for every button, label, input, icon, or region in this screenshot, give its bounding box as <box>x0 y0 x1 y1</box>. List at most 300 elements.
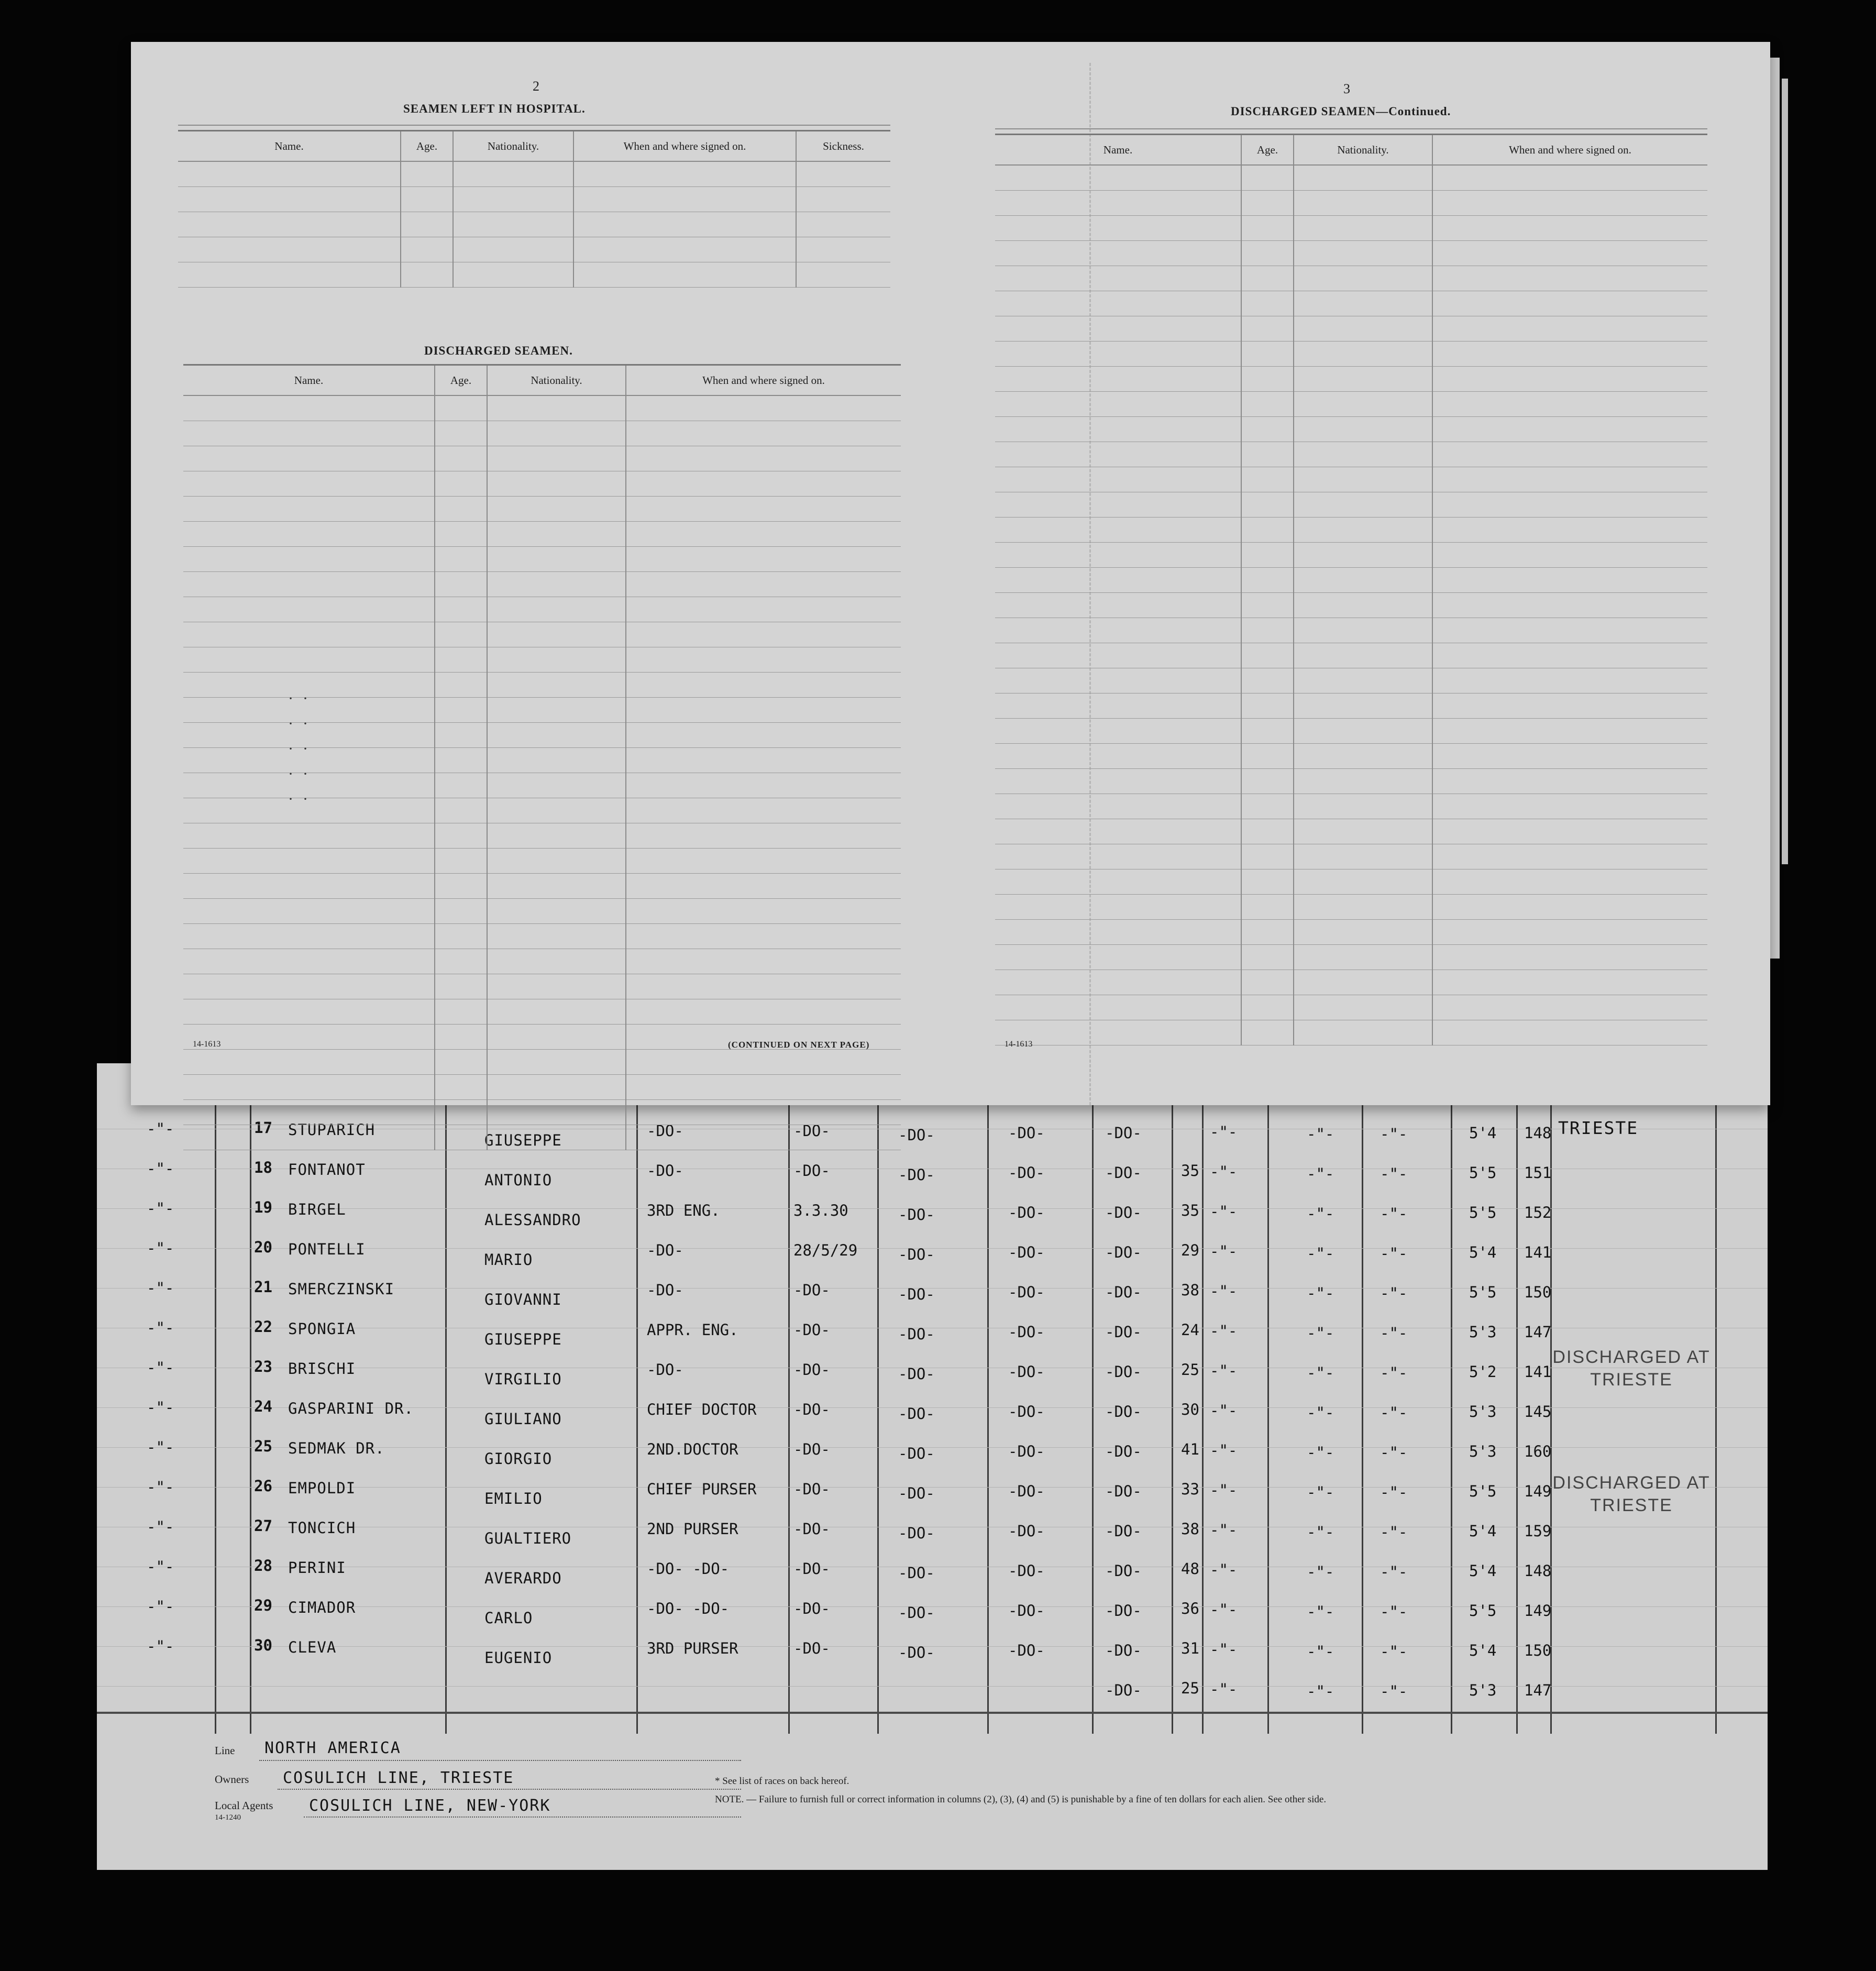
crew-col: -"- <box>1210 1680 1238 1698</box>
table-row <box>995 769 1707 794</box>
crew-row <box>97 1628 1768 1668</box>
table-row <box>183 446 901 471</box>
crew-col: -DO- <box>1008 1602 1045 1620</box>
crew-row <box>97 1150 1768 1190</box>
table-row <box>995 165 1707 191</box>
fine-note: NOTE. — Failure to furnish full or correct information in columns (2), (3), (4) and (5) is punishable by a fine of ten dollars for each alien. See other side. <box>715 1794 1327 1805</box>
table-row <box>183 395 901 421</box>
crew-weight: 145 <box>1524 1403 1552 1421</box>
col-header-age: Age. <box>435 365 487 396</box>
table-row <box>995 417 1707 442</box>
crew-col: -"- <box>1307 1165 1334 1183</box>
crew-number: 27 <box>254 1517 272 1535</box>
table-row <box>183 572 901 597</box>
crew-col: -DO- <box>898 1445 935 1462</box>
col-header-signed-on: When and where signed on. <box>626 365 901 396</box>
crew-capacity: CHIEF PURSER <box>647 1480 757 1498</box>
crew-col: -"- <box>1307 1563 1334 1581</box>
ditto-mark: -"- <box>147 1160 174 1177</box>
crew-col: -DO- <box>1105 1204 1142 1221</box>
crew-weight: 150 <box>1524 1283 1552 1301</box>
crew-col: -DO- <box>1105 1363 1142 1381</box>
crew-col: -DO- <box>1105 1642 1142 1659</box>
crew-col: -"- <box>1210 1441 1238 1459</box>
crew-age: 31 <box>1181 1639 1199 1657</box>
crew-height: 5'4 <box>1469 1522 1497 1540</box>
crew-age: 38 <box>1181 1520 1199 1538</box>
crew-col: -"- <box>1380 1324 1408 1342</box>
table-row <box>183 522 901 547</box>
line-rule <box>259 1760 741 1761</box>
crew-col: -"- <box>1380 1364 1408 1382</box>
crew-weight: 160 <box>1524 1443 1552 1460</box>
crew-col: -DO- <box>1008 1403 1045 1421</box>
col-header-signed-on: When and where signed on. <box>1432 135 1707 166</box>
crew-given-name: GUALTIERO <box>484 1529 572 1547</box>
page-number: 2 <box>533 79 539 94</box>
table-row <box>183 597 901 622</box>
table-row <box>995 844 1707 869</box>
discharged-continued-table <box>995 134 1707 1045</box>
crew-given-name: AVERARDO <box>484 1569 562 1587</box>
agents-form-number: 14-1240 <box>215 1813 241 1822</box>
crew-col: -"- <box>1380 1603 1408 1621</box>
crew-signed-on: -DO- <box>793 1639 830 1657</box>
crew-col: -DO- <box>898 1285 935 1303</box>
ditto-mark: -"- <box>147 1637 174 1655</box>
sheet-edge <box>1782 79 1788 864</box>
crew-weight: 159 <box>1524 1522 1552 1540</box>
col-header-name: Name. <box>178 131 401 162</box>
manifest-sheet <box>97 1063 1768 1870</box>
table-row <box>995 266 1707 291</box>
continued-note: (CONTINUED ON NEXT PAGE) <box>728 1040 870 1050</box>
crew-weight: 141 <box>1524 1243 1552 1261</box>
crew-col: -DO- <box>898 1564 935 1582</box>
crew-height: 5'4 <box>1469 1562 1497 1580</box>
crew-age: 35 <box>1181 1202 1199 1219</box>
crew-signed-on: -DO- <box>793 1361 830 1379</box>
crew-col: -"- <box>1307 1364 1334 1382</box>
col-header-name: Name. <box>183 365 435 396</box>
agents-rule <box>304 1816 741 1818</box>
table-row <box>995 241 1707 266</box>
col-header-name: Name. <box>995 135 1241 166</box>
crew-col: -DO- <box>898 1524 935 1542</box>
crew-row <box>97 1469 1768 1508</box>
crew-col: -DO- <box>1008 1283 1045 1301</box>
crew-col: -"- <box>1210 1402 1238 1419</box>
table-row <box>995 543 1707 568</box>
discharged-continued-title: DISCHARGED SEAMEN—Continued. <box>1231 105 1451 118</box>
crew-row <box>97 1230 1768 1270</box>
crew-age: 41 <box>1181 1440 1199 1458</box>
table-row <box>995 995 1707 1020</box>
table-row <box>995 920 1707 945</box>
table-row <box>995 719 1707 744</box>
crew-col: -"- <box>1380 1444 1408 1461</box>
crew-age: 36 <box>1181 1600 1199 1617</box>
table-row <box>995 1020 1707 1045</box>
crew-col: -"- <box>1380 1245 1408 1262</box>
crew-col: -DO- <box>1008 1164 1045 1182</box>
ditto-dots: ·· ·· ·· ·· ·· <box>288 690 317 808</box>
table-row <box>183 874 901 899</box>
table-row <box>995 291 1707 316</box>
crew-col: -"- <box>1307 1603 1334 1621</box>
form-number: 14-1613 <box>1005 1040 1033 1049</box>
crew-surname: STUPARICH <box>288 1121 376 1139</box>
crew-number: 17 <box>254 1119 272 1137</box>
crew-given-name: EMILIO <box>484 1490 543 1507</box>
ditto-mark: -"- <box>147 1120 174 1138</box>
table-row <box>995 593 1707 618</box>
crew-given-name: VIRGILIO <box>484 1370 562 1388</box>
crew-row <box>97 1309 1768 1349</box>
crew-number: 25 <box>254 1437 272 1455</box>
table-row <box>995 945 1707 970</box>
crew-col: -DO- <box>898 1325 935 1343</box>
table-row <box>183 999 901 1025</box>
crew-number: 23 <box>254 1358 272 1375</box>
crew-weight: 147 <box>1524 1681 1552 1699</box>
crew-col: -"- <box>1380 1125 1408 1143</box>
crew-col: -DO- <box>898 1365 935 1383</box>
ditto-mark: -"- <box>147 1518 174 1536</box>
crew-row <box>97 1548 1768 1588</box>
crew-col: -"- <box>1380 1643 1408 1660</box>
crew-weight: 152 <box>1524 1204 1552 1221</box>
crew-signed-on: -DO- <box>793 1281 830 1299</box>
crew-height: 5'3 <box>1469 1443 1497 1460</box>
crew-number: 18 <box>254 1159 272 1176</box>
crew-col: -"- <box>1307 1643 1334 1660</box>
crew-col: -"- <box>1210 1521 1238 1539</box>
table-row <box>183 949 901 974</box>
crew-col: -"- <box>1210 1282 1238 1300</box>
crew-col: -"- <box>1210 1481 1238 1499</box>
crew-given-name: CARLO <box>484 1609 533 1627</box>
owners-value: COSULICH LINE, TRIESTE <box>283 1769 514 1787</box>
crew-height: 5'5 <box>1469 1283 1497 1301</box>
crew-height: 5'5 <box>1469 1204 1497 1221</box>
crew-col: -DO- <box>898 1484 935 1502</box>
crew-height: 5'2 <box>1469 1363 1497 1381</box>
crew-col: -DO- <box>1105 1124 1142 1142</box>
table-row <box>183 1075 901 1100</box>
table-row <box>178 237 890 262</box>
crew-given-name: GIORGIO <box>484 1450 553 1468</box>
table-row <box>995 643 1707 668</box>
crew-number: 24 <box>254 1397 272 1415</box>
col-header-signed-on: When and where signed on. <box>573 131 796 162</box>
crew-capacity: 2ND.DOCTOR <box>647 1440 738 1458</box>
crew-col: -"- <box>1210 1322 1238 1340</box>
crew-row <box>97 1588 1768 1628</box>
crew-signed-on: 3.3.30 <box>793 1202 848 1219</box>
agents-value: COSULICH LINE, NEW-YORK <box>309 1797 551 1815</box>
crew-surname: CLEVA <box>288 1638 337 1656</box>
crew-signed-on: -DO- <box>793 1560 830 1578</box>
table-row <box>995 316 1707 342</box>
crew-signed-on: -DO- <box>793 1122 830 1140</box>
table-row <box>178 161 890 187</box>
table-row <box>183 622 901 647</box>
table-row <box>995 216 1707 241</box>
crew-height: 5'3 <box>1469 1681 1497 1699</box>
crew-given-name: EUGENIO <box>484 1649 553 1667</box>
table-row <box>183 1125 901 1150</box>
crew-col: -DO- <box>1105 1443 1142 1460</box>
table-row <box>995 342 1707 367</box>
crew-col: -"- <box>1210 1242 1238 1260</box>
crew-col: -"- <box>1210 1163 1238 1181</box>
crew-col: -"- <box>1307 1284 1334 1302</box>
table-row <box>995 970 1707 995</box>
crew-col: -DO- <box>898 1604 935 1622</box>
crew-given-name: GIUSEPPE <box>484 1330 562 1348</box>
crew-col: -"- <box>1210 1601 1238 1618</box>
crew-col: -"- <box>1380 1165 1408 1183</box>
hospital-section-title: SEAMEN LEFT IN HOSPITAL. <box>403 102 586 115</box>
crew-signed-on: 28/5/29 <box>793 1241 858 1259</box>
crew-surname: BIRGEL <box>288 1201 346 1218</box>
crew-capacity: CHIEF DOCTOR <box>647 1401 757 1418</box>
crew-given-name: ALESSANDRO <box>484 1211 581 1229</box>
table-row <box>995 467 1707 492</box>
table-row <box>183 849 901 874</box>
table-row <box>183 924 901 949</box>
crew-capacity: 3RD PURSER <box>647 1639 738 1657</box>
table-row <box>995 492 1707 517</box>
crew-weight: 150 <box>1524 1642 1552 1659</box>
table-row <box>183 471 901 497</box>
table-row <box>995 618 1707 643</box>
crew-col: -"- <box>1307 1324 1334 1342</box>
crew-number: 28 <box>254 1557 272 1574</box>
crew-col: -DO- <box>1008 1562 1045 1580</box>
crew-signed-on: -DO- <box>793 1520 830 1538</box>
crew-col: -"- <box>1307 1404 1334 1422</box>
hospital-table <box>178 130 890 288</box>
ditto-mark: -"- <box>147 1598 174 1615</box>
crew-signed-on: -DO- <box>793 1321 830 1339</box>
discharged-stamp: DISCHARGED AT TRIESTE <box>1552 1347 1711 1390</box>
ditto-mark: -"- <box>147 1359 174 1377</box>
crew-col: -"- <box>1380 1682 1408 1700</box>
crew-col: -DO- <box>1105 1482 1142 1500</box>
crew-capacity: -DO- -DO- <box>647 1600 730 1617</box>
table-row <box>183 497 901 522</box>
crew-surname: FONTANOT <box>288 1161 366 1179</box>
crew-age: 30 <box>1181 1401 1199 1418</box>
ditto-mark: -"- <box>147 1279 174 1297</box>
crew-col: -"- <box>1380 1205 1408 1223</box>
crew-col: -DO- <box>1008 1522 1045 1540</box>
crew-col: -"- <box>1210 1561 1238 1579</box>
line-label: Line <box>215 1744 235 1757</box>
table-row <box>178 187 890 212</box>
crew-number: 19 <box>254 1198 272 1216</box>
ditto-mark: -"- <box>147 1558 174 1576</box>
crew-col: -"- <box>1307 1444 1334 1461</box>
crew-col: -DO- <box>898 1246 935 1263</box>
crew-col: -"- <box>1210 1362 1238 1380</box>
crew-weight: 148 <box>1524 1124 1552 1142</box>
crew-surname: CIMADOR <box>288 1599 356 1616</box>
table-row <box>995 191 1707 216</box>
crew-weight: 151 <box>1524 1164 1552 1182</box>
crew-surname: PERINI <box>288 1559 346 1577</box>
col-header-sickness: Sickness. <box>796 131 890 162</box>
line-value: NORTH AMERICA <box>264 1739 401 1757</box>
crew-col: -DO- <box>1105 1323 1142 1341</box>
crew-height: 5'3 <box>1469 1403 1497 1421</box>
crew-col: -DO- <box>1008 1363 1045 1381</box>
title-rule <box>178 125 890 126</box>
table-row <box>995 693 1707 719</box>
crew-given-name: GIULIANO <box>484 1410 562 1428</box>
crew-age: 25 <box>1181 1679 1199 1697</box>
crew-col: -DO- <box>1008 1642 1045 1659</box>
crew-weight: 149 <box>1524 1482 1552 1500</box>
discharged-stamp: DISCHARGED AT TRIESTE <box>1552 1473 1711 1515</box>
col-header-nationality: Nationality. <box>453 131 573 162</box>
crew-col: -"- <box>1210 1123 1238 1141</box>
crew-height: 5'5 <box>1469 1482 1497 1500</box>
crew-number: 29 <box>254 1596 272 1614</box>
table-row <box>183 823 901 849</box>
crew-height: 5'4 <box>1469 1243 1497 1261</box>
page-number: 3 <box>1343 81 1350 96</box>
crew-signed-on: -DO- <box>793 1401 830 1418</box>
owners-label: Owners <box>215 1773 249 1786</box>
crew-given-name: ANTONIO <box>484 1171 553 1189</box>
table-bottom-rule <box>97 1712 1768 1714</box>
crew-col: -"- <box>1380 1523 1408 1541</box>
table-row <box>995 869 1707 895</box>
crew-capacity: -DO- <box>647 1162 683 1180</box>
crew-col: -"- <box>1307 1483 1334 1501</box>
crew-given-name: MARIO <box>484 1251 533 1269</box>
crew-row <box>97 1190 1768 1230</box>
table-row <box>183 974 901 999</box>
crew-surname: SEDMAK DR. <box>288 1439 385 1457</box>
table-row <box>995 392 1707 417</box>
crew-age: 25 <box>1181 1361 1199 1379</box>
crew-col: -DO- <box>898 1166 935 1184</box>
crew-number: 21 <box>254 1278 272 1296</box>
crew-col: -DO- <box>1008 1323 1045 1341</box>
crew-capacity: -DO- -DO- <box>647 1560 730 1578</box>
crew-capacity: -DO- <box>647 1122 683 1140</box>
crew-height: 5'4 <box>1469 1124 1497 1142</box>
table-row <box>995 895 1707 920</box>
crew-signed-on: -DO- <box>793 1480 830 1498</box>
crew-col: -DO- <box>1105 1681 1142 1699</box>
table-row <box>183 1050 901 1075</box>
col-header-age: Age. <box>1241 135 1294 166</box>
crew-capacity: 2ND PURSER <box>647 1520 738 1538</box>
table-row <box>183 1100 901 1125</box>
crew-col: -DO- <box>898 1126 935 1144</box>
crew-col: -DO- <box>1105 1602 1142 1620</box>
ditto-mark: -"- <box>147 1199 174 1217</box>
crew-col: -DO- <box>1008 1204 1045 1221</box>
crew-row <box>97 1429 1768 1469</box>
crew-col: -"- <box>1380 1563 1408 1581</box>
crew-capacity: 3RD ENG. <box>647 1202 720 1219</box>
table-row <box>995 794 1707 819</box>
crew-weight: 147 <box>1524 1323 1552 1341</box>
table-row <box>183 421 901 446</box>
crew-row <box>97 1389 1768 1429</box>
crew-col: -DO- <box>1008 1243 1045 1261</box>
races-note: * See list of races on back hereof. <box>715 1776 849 1787</box>
crew-height: 5'5 <box>1469 1602 1497 1620</box>
discharged-section-title: DISCHARGED SEAMEN. <box>424 344 573 357</box>
crew-col: -DO- <box>1105 1283 1142 1301</box>
col-header-nationality: Nationality. <box>1294 135 1432 166</box>
crew-col: -DO- <box>898 1206 935 1224</box>
crew-surname: TONCICH <box>288 1519 356 1537</box>
local-agents-label: Local Agents <box>215 1799 273 1812</box>
crew-col: -DO- <box>1105 1243 1142 1261</box>
crew-col: -DO- <box>1105 1403 1142 1421</box>
title-rule <box>995 128 1707 129</box>
crew-col: -DO- <box>1008 1443 1045 1460</box>
crew-age: 48 <box>1181 1560 1199 1578</box>
crew-col: -DO- <box>1008 1482 1045 1500</box>
crew-weight: 148 <box>1524 1562 1552 1580</box>
crew-col: -"- <box>1307 1523 1334 1541</box>
crew-col: -"- <box>1307 1125 1334 1143</box>
crew-col: -DO- <box>1105 1562 1142 1580</box>
crew-capacity: -DO- <box>647 1361 683 1379</box>
ditto-mark: -"- <box>147 1438 174 1456</box>
crew-height: 5'3 <box>1469 1323 1497 1341</box>
table-row <box>178 212 890 237</box>
crew-signed-on: -DO- <box>793 1440 830 1458</box>
crew-capacity: -DO- <box>647 1241 683 1259</box>
crew-col: -"- <box>1210 1203 1238 1220</box>
crew-age: 35 <box>1181 1162 1199 1180</box>
crew-surname: EMPOLDI <box>288 1479 356 1497</box>
table-row <box>183 899 901 924</box>
sheet-edge <box>1770 58 1780 959</box>
crew-age: 33 <box>1181 1480 1199 1498</box>
ditto-mark: -"- <box>147 1319 174 1337</box>
crew-col: -"- <box>1210 1640 1238 1658</box>
table-row <box>995 668 1707 693</box>
crew-capacity: APPR. ENG. <box>647 1321 738 1339</box>
crew-col: -DO- <box>898 1405 935 1423</box>
crew-age: 29 <box>1181 1241 1199 1259</box>
crew-surname: PONTELLI <box>288 1240 366 1258</box>
crew-capacity: -DO- <box>647 1281 683 1299</box>
table-row <box>995 568 1707 593</box>
table-row <box>178 262 890 288</box>
crew-weight: 141 <box>1524 1363 1552 1381</box>
crew-col: -DO- <box>898 1644 935 1661</box>
crew-col: -DO- <box>1105 1522 1142 1540</box>
crew-surname: SPONGIA <box>288 1320 356 1338</box>
crew-number: 30 <box>254 1636 272 1654</box>
crew-col: -DO- <box>1008 1124 1045 1142</box>
crew-surname: BRISCHI <box>288 1360 356 1378</box>
crew-port: TRIESTE <box>1558 1118 1639 1138</box>
crew-age: 24 <box>1181 1321 1199 1339</box>
